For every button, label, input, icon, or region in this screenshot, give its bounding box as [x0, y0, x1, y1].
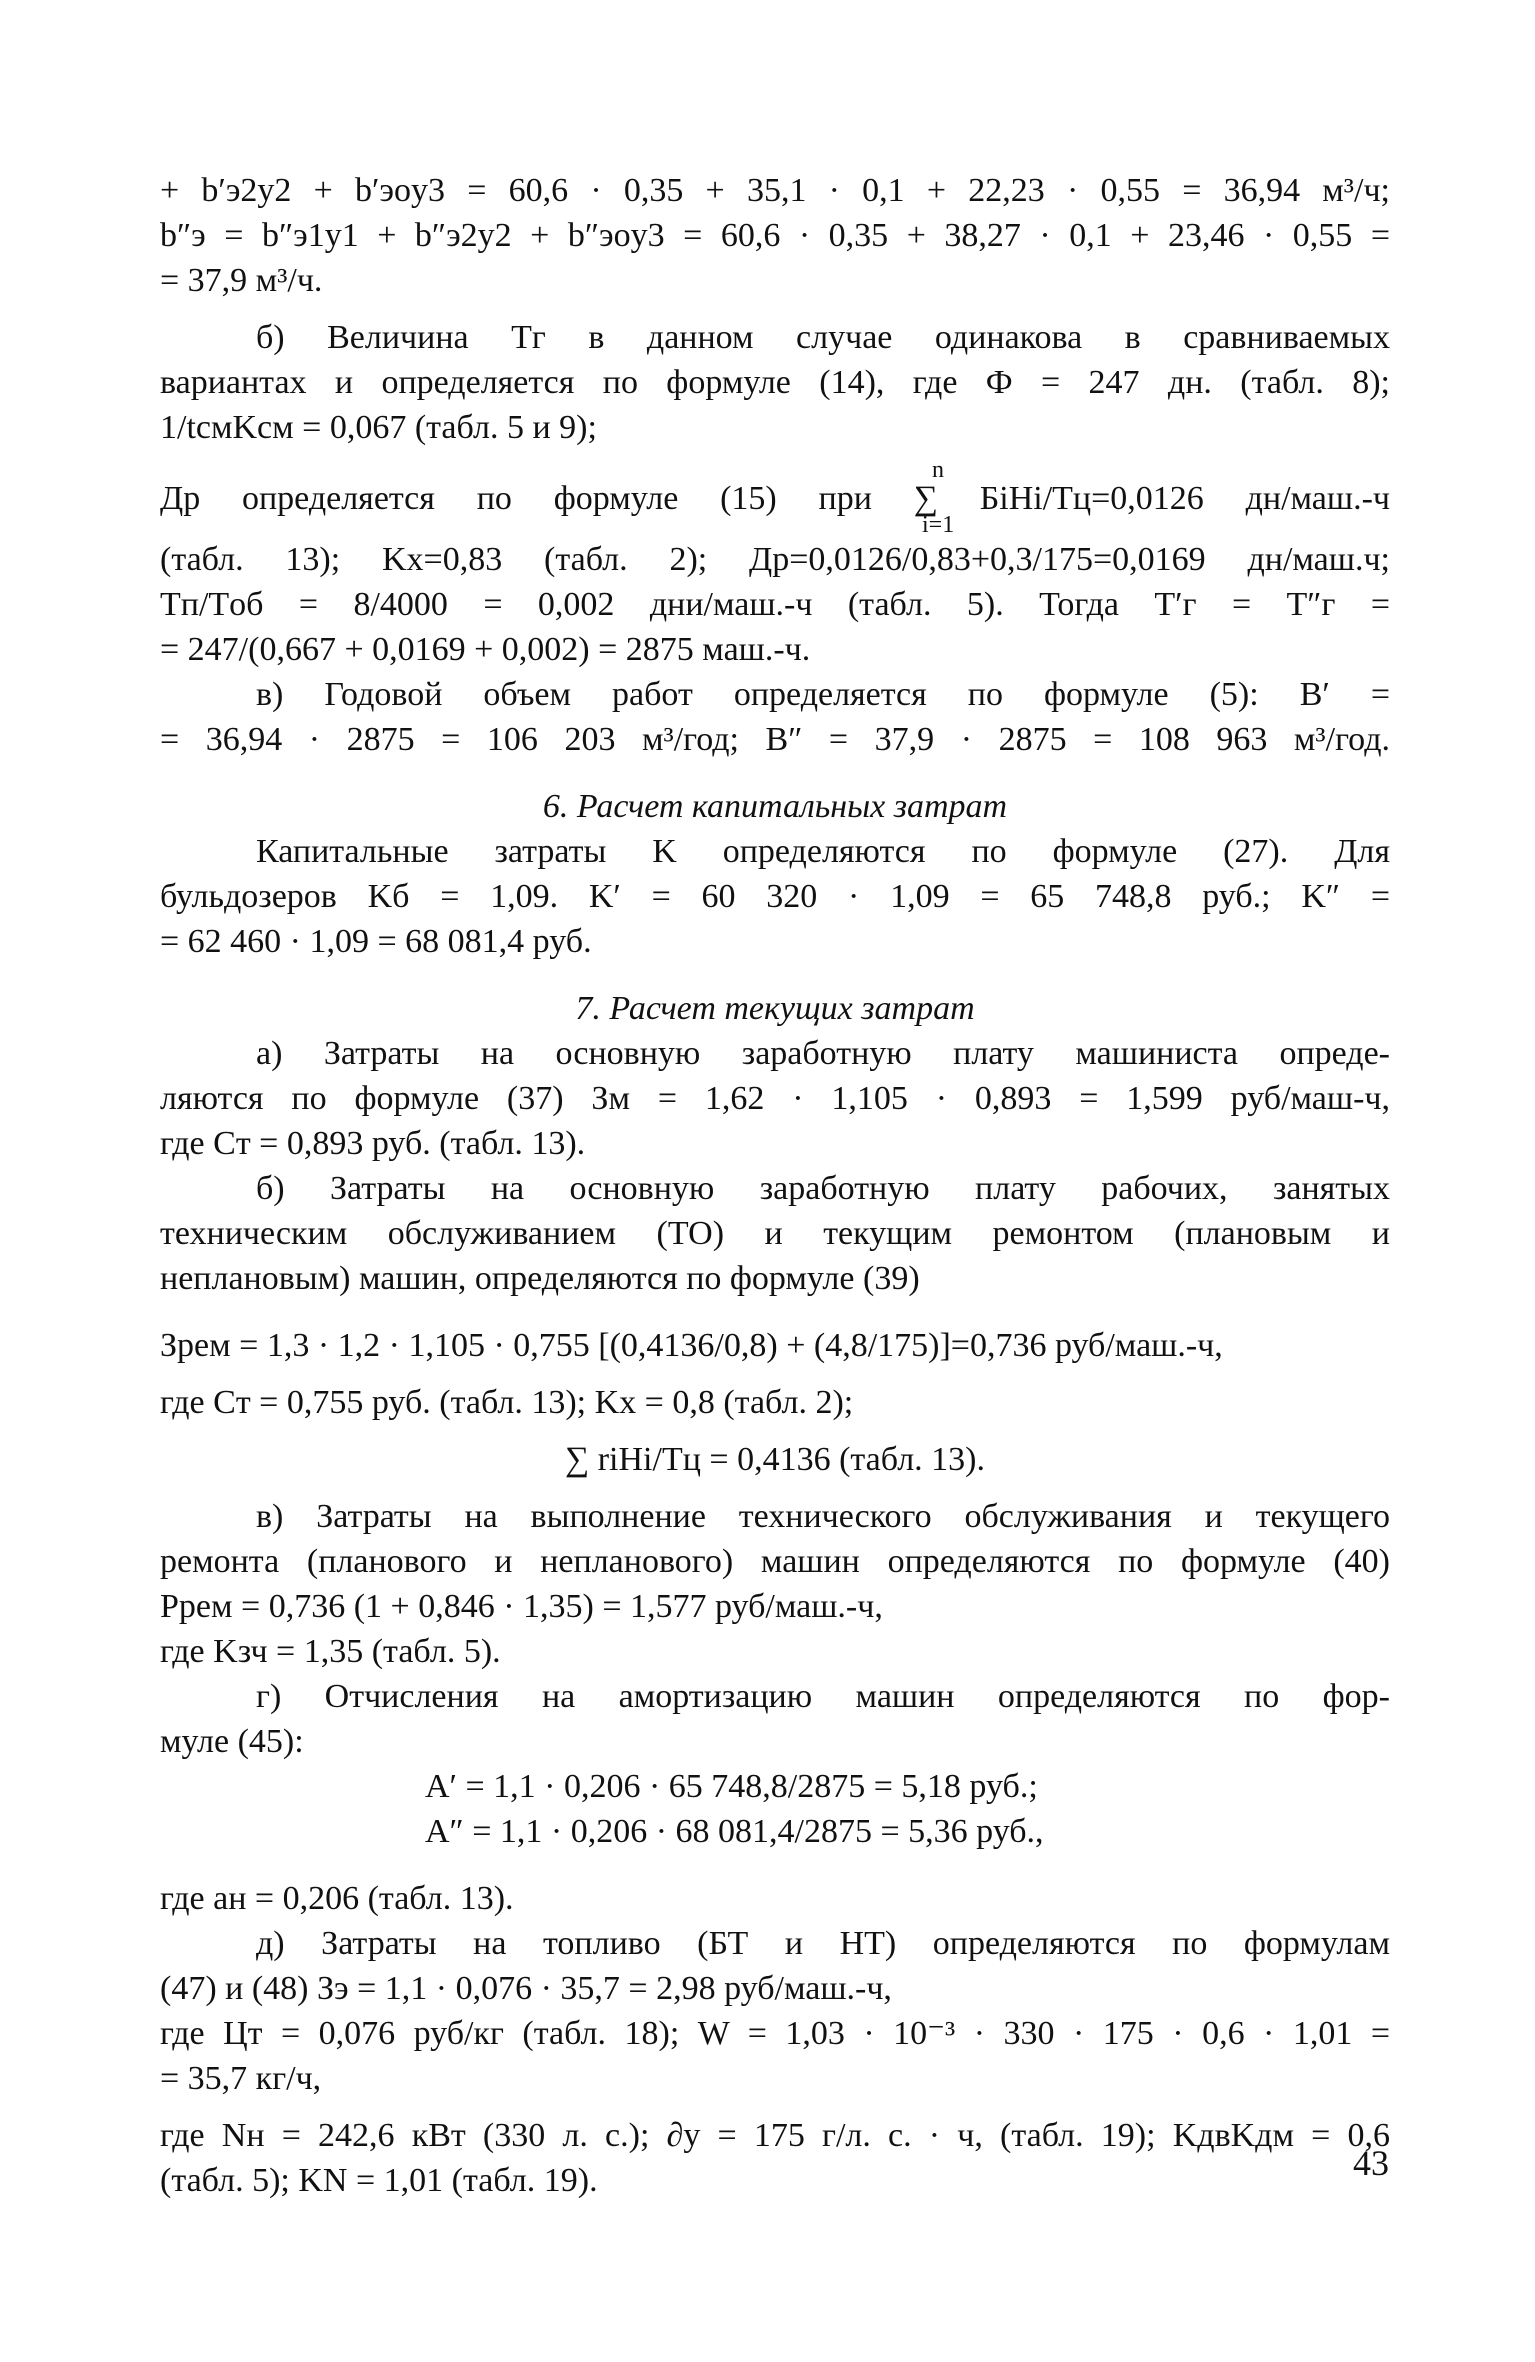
paragraph-v-line: в) Затраты на выполнение технического обслуживания и текущего	[256, 1498, 1390, 1535]
text-line: ремонта (планового и непланового) машин определяются по формуле (40)	[160, 1543, 1390, 1580]
section-heading-6: 6. Расчет капитальных затрат	[542, 788, 1008, 825]
text-line: где Цт = 0,076 руб/кг (табл. 18); W = 1,03 · 10⁻³ · 330 · 175 · 0,6 · 1,01 =	[160, 2015, 1390, 2052]
text-line: (табл. 5); KN = 1,01 (табл. 19).	[160, 2162, 598, 2199]
text-line: = 37,9 м³/ч.	[160, 262, 323, 299]
text-line: (47) и (48) Зэ = 1,1 · 0,076 · 35,7 = 2,98 руб/маш.-ч,	[160, 1970, 892, 2007]
text-line: Tп/Tоб = 8/4000 = 0,002 дни/маш.-ч (табл. 5). Тогда T′г = T″г =	[160, 586, 1390, 623]
text-line: вариантах и определяется по формуле (14), где Ф = 247 дн. (табл. 8);	[160, 364, 1390, 401]
page-body	[160, 168, 1390, 2203]
text-line: где Cт = 0,755 руб. (табл. 13); Kх = 0,8 (табл. 2);	[160, 1384, 854, 1421]
text-line: = 62 460 · 1,09 = 68 081,4 руб.	[160, 923, 592, 960]
text-line: = 247/(0,667 + 0,0169 + 0,002) = 2875 маш.-ч.	[160, 631, 811, 668]
text-line: где aн = 0,206 (табл. 13).	[160, 1880, 514, 1917]
text-line: (табл. 13); Kх=0,83 (табл. 2); Др=0,0126/0,83+0,3/175=0,0169 дн/маш.ч;	[160, 541, 1390, 578]
section-heading-7: 7. Расчет текущих затрат	[575, 990, 975, 1027]
sum-upper-limit: n	[932, 457, 944, 483]
text-line: где Nн = 242,6 кВт (330 л. с.); ∂y = 175 г/л. с. · ч, (табл. 19); KдвKдм = 0,6	[160, 2117, 1390, 2154]
text-line: бульдозеров Kб = 1,09. K′ = 60 320 · 1,09 = 65 748,8 руб.; K″ =	[160, 878, 1390, 915]
sum-lower-limit: i=1	[922, 512, 955, 538]
text-line: муле (45):	[160, 1723, 304, 1760]
text-line: = 35,7 кг/ч,	[160, 2060, 322, 2097]
page-number: 43	[1353, 2143, 1389, 2183]
formula-line: A′ = 1,1 · 0,206 · 65 748,8/2875 = 5,18 руб.;	[425, 1768, 1038, 1805]
text-line: где Cт = 0,893 руб. (табл. 13).	[160, 1125, 586, 1162]
paragraph-g-line: г) Отчисления на амортизацию машин определяются по фор-	[256, 1678, 1390, 1715]
text-line: Капитальные затраты K определяются по формуле (27). Для	[256, 833, 1390, 870]
formula-line: A″ = 1,1 · 0,206 · 68 081,4/2875 = 5,36 руб.,	[425, 1813, 1044, 1850]
text-line: b″э = b″э1y1 + b″э2y2 + b″эoy3 = 60,6 · 0,35 + 38,27 · 0,1 + 23,46 · 0,55 =	[160, 217, 1390, 254]
text-line: 1/tсмKсм = 0,067 (табл. 5 и 9);	[160, 409, 597, 446]
paragraph-a-line: а) Затраты на основную заработную плату машиниста опреде-	[256, 1035, 1390, 1072]
text-line: = 36,94 · 2875 = 106 203 м³/год; B″ = 37,9 · 2875 = 108 963 м³/год.	[160, 721, 1390, 758]
formula-line: ∑ riHi/Tц = 0,4136 (табл. 13).	[564, 1441, 986, 1478]
formula-line: Зрем = 1,3 · 1,2 · 1,105 · 0,755 [(0,4136/0,8) + (4,8/175)]=0,736 руб/маш.-ч,	[160, 1327, 1223, 1364]
text-line: неплановым) машин, определяются по формуле (39)	[160, 1260, 920, 1297]
text-line: техническим обслуживанием (ТО) и текущим ремонтом (плановым и	[160, 1215, 1390, 1252]
sum-formula-line: Др определяется по формуле (15) при ∑ БiHi/Tц=0,0126 дн/маш.-ч	[160, 480, 1390, 517]
paragraph-v-line: в) Годовой объем работ определяется по формуле (5): B′ =	[256, 676, 1390, 713]
text-line: где Kзч = 1,35 (табл. 5).	[160, 1633, 501, 1670]
paragraph-b-line: б) Затраты на основную заработную плату рабочих, занятых	[256, 1170, 1390, 1207]
formula-line: Pрем = 0,736 (1 + 0,846 · 1,35) = 1,577 руб/маш.-ч,	[160, 1588, 883, 1625]
paragraph-b-line: б) Величина Tг в данном случае одинакова в сравниваемых	[256, 319, 1390, 356]
text-line: + b′э2y2 + b′эoy3 = 60,6 · 0,35 + 35,1 · 0,1 + 22,23 · 0,55 = 36,94 м³/ч;	[160, 172, 1390, 209]
text-line: ляются по формуле (37) Зм = 1,62 · 1,105 · 0,893 = 1,599 руб/маш-ч,	[160, 1080, 1390, 1117]
paragraph-d-line: д) Затраты на топливо (БТ и НТ) определяются по формулам	[256, 1925, 1390, 1962]
